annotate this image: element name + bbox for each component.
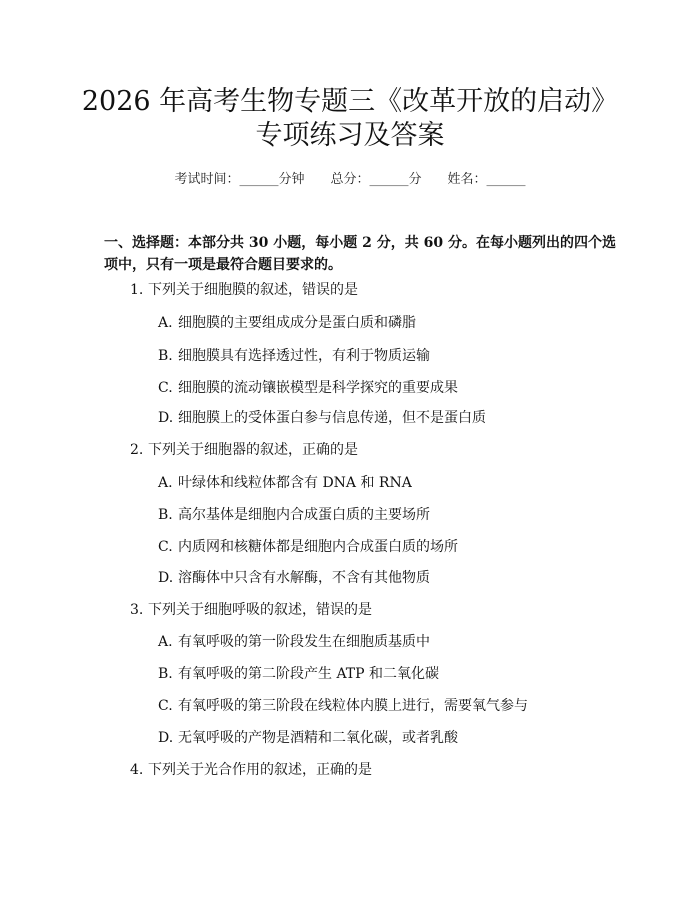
option-text: 细胞膜的流动镶嵌模型是科学探究的重要成果 (178, 380, 458, 396)
question-1-option-c (158, 378, 458, 398)
question-1-option-b (158, 346, 430, 366)
option-text: 叶绿体和线粒体都含有 DNA 和 RNA (178, 475, 412, 491)
page-title-line-2: 专项练习及答案 (255, 120, 445, 151)
total-score: 总分：______分 (330, 172, 422, 187)
question-number: 2. (130, 442, 144, 458)
question-2-option-b (158, 505, 430, 525)
question-number: 3. (130, 602, 144, 618)
question-1-option-a (158, 313, 416, 333)
question-3 (130, 600, 372, 620)
question-2 (130, 440, 358, 460)
question-3-option-d (158, 728, 458, 748)
option-letter: A. (158, 634, 173, 650)
option-text: 有氧呼吸的第一阶段发生在细胞质基质中 (178, 634, 430, 650)
section-heading-line-2: 项中，只有一项是最符合题目要求的。 (104, 257, 342, 273)
option-text: 细胞膜具有选择透过性，有利于物质运输 (178, 348, 430, 364)
option-letter: C. (158, 380, 173, 396)
option-letter: C. (158, 698, 173, 714)
option-letter: B. (158, 507, 173, 523)
student-name: 姓名：______ (447, 172, 526, 187)
option-text: 无氧呼吸的产物是酒精和二氧化碳，或者乳酸 (178, 730, 458, 746)
option-text: 内质网和核糖体都是细胞内合成蛋白质的场所 (178, 539, 458, 555)
question-stem: 下列关于细胞膜的叙述，错误的是 (148, 282, 358, 298)
option-letter: D. (158, 730, 174, 746)
option-letter: B. (158, 666, 173, 682)
question-2-option-d (158, 568, 430, 588)
question-stem: 下列关于细胞呼吸的叙述，错误的是 (148, 602, 372, 618)
exam-time: 考试时间：______分钟 (174, 172, 305, 187)
question-1 (130, 280, 358, 300)
page-title-line-1: 2026 年高考生物专题三《改革开放的启动》 (81, 86, 619, 117)
option-letter: C. (158, 539, 173, 555)
option-letter: D. (158, 410, 174, 426)
option-letter: A. (158, 475, 173, 491)
question-3-option-b (158, 664, 439, 684)
option-letter: A. (158, 315, 173, 331)
option-text: 有氧呼吸的第二阶段产生 ATP 和二氧化碳 (178, 666, 440, 682)
question-2-option-a (158, 473, 412, 493)
exam-meta (0, 168, 700, 187)
section-heading-line-1: 一、选择题：本部分共 30 小题，每小题 2 分，共 60 分。在每小题列出的四个选 (104, 235, 616, 251)
question-3-option-a (158, 632, 430, 652)
question-stem: 下列关于光合作用的叙述，正确的是 (148, 762, 372, 778)
question-1-option-d (158, 408, 486, 428)
question-number: 1. (130, 282, 144, 298)
option-text: 高尔基体是细胞内合成蛋白质的主要场所 (178, 507, 430, 523)
question-2-option-c (158, 537, 458, 557)
question-4 (130, 760, 372, 780)
question-3-option-c (158, 696, 528, 716)
option-text: 细胞膜上的受体蛋白参与信息传递，但不是蛋白质 (178, 410, 486, 426)
option-text: 细胞膜的主要组成成分是蛋白质和磷脂 (178, 315, 416, 331)
option-letter: B. (158, 348, 173, 364)
option-text: 有氧呼吸的第三阶段在线粒体内膜上进行，需要氧气参与 (178, 698, 528, 714)
option-letter: D. (158, 570, 174, 586)
option-text: 溶酶体中只含有水解酶，不含有其他物质 (178, 570, 430, 586)
question-stem: 下列关于细胞器的叙述，正确的是 (148, 442, 358, 458)
question-number: 4. (130, 762, 144, 778)
